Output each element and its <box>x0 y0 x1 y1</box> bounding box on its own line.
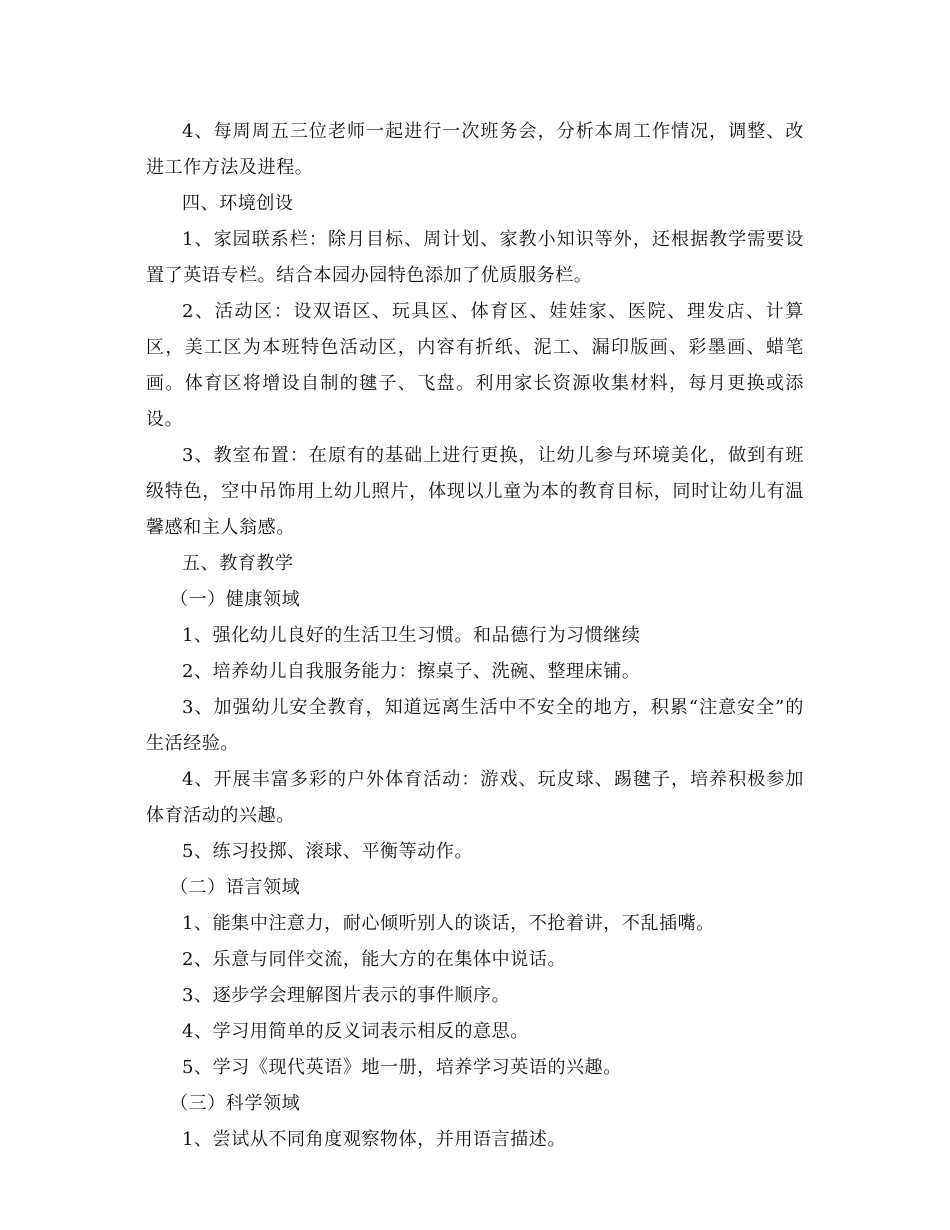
paragraph-home-school-board: 1、家园联系栏：除月目标、周计划、家教小知识等外，还根据教学需要设置了英语专栏。结合本园办园特色添加了优质服务栏。 <box>146 229 804 286</box>
paragraph-language-4: 4、学习用简单的反义词表示相反的意思。 <box>182 1021 529 1042</box>
subheading-health: （一）健康领域 <box>170 589 301 610</box>
paragraph-health-5: 5、练习投掷、滚球、平衡等动作。 <box>182 841 474 862</box>
subheading-language: （二）语言领域 <box>170 877 301 898</box>
paragraph-health-4: 4、开展丰富多彩的户外体育活动：游戏、玩皮球、踢毽子，培养积极参加体育活动的兴趣。 <box>146 769 804 826</box>
paragraph-activity-areas: 2、活动区：设双语区、玩具区、体育区、娃娃家、医院、理发店、计算区，美工区为本班特色活动区，内容有折纸、泥工、漏印版画、彩墨画、蜡笔画。体育区将增设自制的毽子、飞盘。利用家长资源收集材料，每月更换或添设。 <box>146 301 804 430</box>
paragraph-language-3: 3、逐步学会理解图片表示的事件顺序。 <box>182 985 511 1006</box>
paragraph-language-5: 5、学习《现代英语》地一册，培养学习英语的兴趣。 <box>182 1057 622 1078</box>
paragraph-health-2: 2、培养幼儿自我服务能力：擦桌子、洗碗、整理床铺。 <box>182 661 641 682</box>
paragraph-language-1: 1、能集中注意力，耐心倾听别人的谈话，不抢着讲，不乱插嘴。 <box>182 913 715 934</box>
section-heading-environment: 四、环境创设 <box>182 193 294 214</box>
paragraph-language-2: 2、乐意与同伴交流，能大方的在集体中说话。 <box>182 949 567 970</box>
subheading-science: （三）科学领域 <box>170 1093 301 1114</box>
paragraph-classroom-layout: 3、教室布置：在原有的基础上进行更换，让幼儿参与环境美化，做到有班级特色，空中吊饰用上幼儿照片，体现以儿童为本的教育目标，同时让幼儿有温馨感和主人翁感。 <box>146 445 804 538</box>
paragraph-health-3: 3、加强幼儿安全教育，知道远离生活中不安全的地方，积累“注意安全”的生活经验。 <box>146 697 804 754</box>
paragraph-health-1: 1、强化幼儿良好的生活卫生习惯。和品德行为习惯继续 <box>182 625 641 646</box>
paragraph-work-meeting: 4、每周周五三位老师一起进行一次班务会，分析本周工作情况，调整、改进工作方法及进程。 <box>146 121 804 178</box>
paragraph-science-1: 1、尝试从不同角度观察物体，并用语言描述。 <box>182 1129 567 1150</box>
section-heading-education: 五、教育教学 <box>182 553 294 574</box>
